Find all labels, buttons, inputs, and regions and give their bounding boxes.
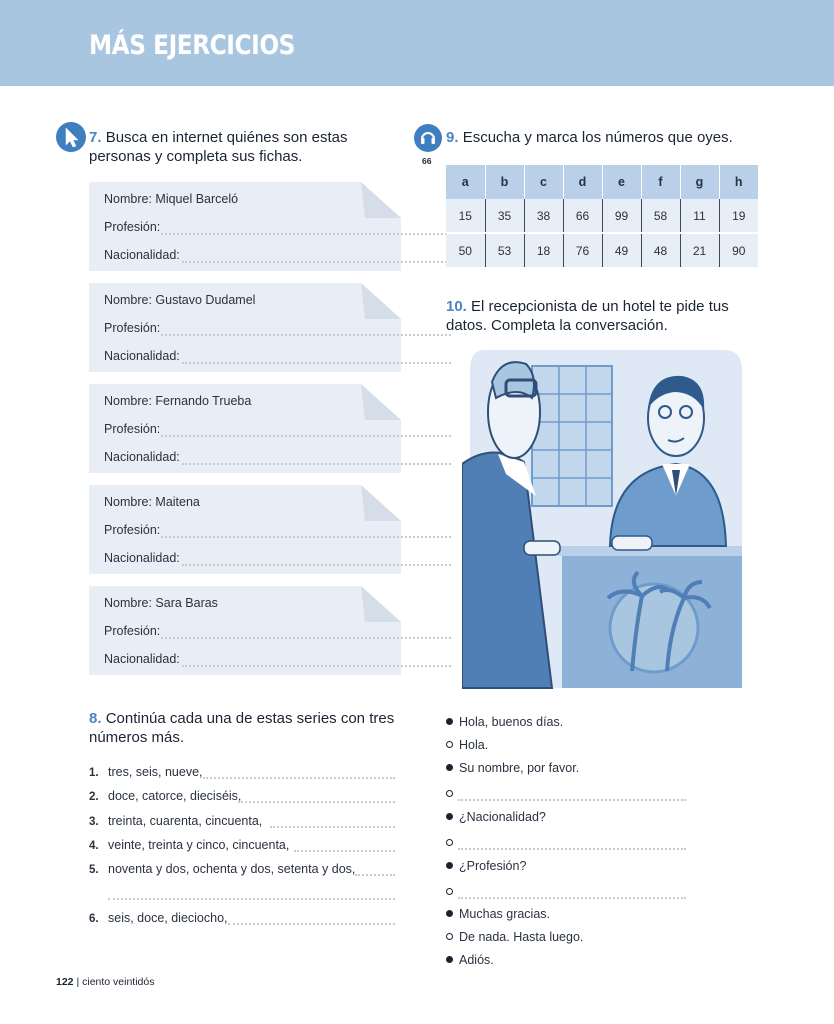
column-header: e [602, 165, 641, 199]
page-fold-icon [361, 182, 401, 218]
series-answer-line-6[interactable] [228, 923, 395, 925]
exercise-10-instruction [446, 297, 806, 335]
column-header: c [524, 165, 563, 199]
page-header [0, 0, 834, 86]
series-item-number: 1. [89, 767, 99, 779]
number-cell[interactable]: 58 [641, 199, 680, 233]
person-card-3 [89, 384, 401, 473]
series-item-text: veinte, treinta y cinco, cincuenta, [108, 838, 290, 852]
number-cell[interactable]: 50 [446, 233, 485, 267]
number-cell[interactable]: 76 [563, 233, 602, 267]
card-profession-label: Profesión: [104, 523, 161, 537]
dialog-line-9 [446, 907, 550, 921]
column-header: g [680, 165, 719, 199]
nationality-answer-line[interactable] [182, 564, 451, 566]
series-item-3 [89, 814, 262, 828]
series-item-text: tres, seis, nueve, [108, 765, 203, 779]
series-item-5 [89, 862, 355, 876]
hotel-reception-illustration [462, 346, 752, 696]
card-name: Nombre: Maitena [104, 495, 200, 509]
number-cell[interactable]: 11 [680, 199, 719, 233]
card-nationality-label: Nacionalidad: [104, 450, 180, 464]
card-nationality-label: Nacionalidad: [104, 551, 180, 565]
series-item-4 [89, 838, 289, 852]
number-cell[interactable]: 90 [719, 233, 758, 267]
profession-answer-line[interactable] [161, 435, 451, 437]
page-fold-icon [361, 283, 401, 319]
dialog-text: Hola. [459, 738, 489, 752]
footer-separator: | [76, 976, 80, 988]
profession-answer-line[interactable] [161, 334, 451, 336]
exercise-7-instruction [89, 128, 409, 166]
table-row [446, 199, 758, 233]
table-header-row [446, 165, 758, 199]
audio-track-number: 66 [422, 156, 432, 166]
cursor-icon [56, 122, 86, 152]
dialog-line-7 [446, 859, 526, 873]
dialog-line-10 [446, 930, 583, 944]
series-answer-line-5a[interactable] [355, 874, 395, 876]
column-header: b [485, 165, 524, 199]
exercise-7-instruction-line2: personas y completa sus fichas. [89, 148, 303, 165]
series-item-6 [89, 911, 228, 925]
nationality-answer-line[interactable] [182, 362, 451, 364]
open-bullet-icon [446, 839, 453, 846]
page-fold-icon [361, 586, 401, 622]
series-answer-line-1[interactable] [203, 777, 395, 779]
card-name: Nombre: Gustavo Dudamel [104, 293, 256, 307]
person-card-1 [89, 182, 401, 271]
nationality-answer-line[interactable] [182, 463, 451, 465]
page-title: MÁS EJERCICIOS [89, 30, 295, 61]
page-fold-icon [361, 485, 401, 521]
exercise-10-number: 10. [446, 298, 467, 315]
filled-bullet-icon [446, 910, 453, 917]
dialog-line-11 [446, 953, 494, 967]
number-cell[interactable]: 99 [602, 199, 641, 233]
number-cell[interactable]: 35 [485, 199, 524, 233]
filled-bullet-icon [446, 956, 453, 963]
exercise-9-instruction [446, 128, 806, 147]
exercise-8-number: 8. [89, 710, 102, 727]
series-answer-line-4[interactable] [294, 850, 395, 852]
exercise-8-instruction [89, 709, 419, 747]
numbers-table [446, 165, 758, 267]
card-profession-label: Profesión: [104, 321, 161, 335]
card-profession-label: Profesión: [104, 624, 161, 638]
card-nationality-label: Nacionalidad: [104, 349, 180, 363]
series-answer-line-3[interactable] [270, 826, 395, 828]
filled-bullet-icon [446, 718, 453, 725]
series-item-text: doce, catorce, dieciséis, [108, 789, 242, 803]
series-answer-line-5b[interactable] [108, 898, 395, 900]
column-header: d [563, 165, 602, 199]
dialog-text: ¿Nacionalidad? [459, 810, 546, 824]
number-cell[interactable]: 18 [524, 233, 563, 267]
nationality-answer-line[interactable] [182, 665, 451, 667]
column-header: a [446, 165, 485, 199]
open-bullet-icon [446, 741, 453, 748]
series-item-number: 5. [89, 864, 99, 876]
profession-answer-line[interactable] [161, 637, 451, 639]
series-item-1 [89, 765, 203, 779]
dialog-text: ¿Profesión? [459, 859, 527, 873]
exercise-8-instruction-line1: Continúa cada una de estas series con tres [105, 710, 395, 727]
dialog-answer-line-profession[interactable] [458, 897, 686, 899]
table-row [446, 233, 758, 267]
card-nationality-label: Nacionalidad: [104, 248, 180, 262]
filled-bullet-icon [446, 764, 453, 771]
exercise-8-instruction-line2: números más. [89, 729, 185, 746]
dialog-line-2 [446, 738, 488, 752]
profession-answer-line[interactable] [161, 536, 451, 538]
person-card-4 [89, 485, 401, 574]
dialog-text: Hola, buenos días. [459, 715, 564, 729]
card-nationality-label: Nacionalidad: [104, 652, 180, 666]
series-item-text: noventa y dos, ochenta y dos, setenta y dos, [108, 862, 356, 876]
series-item-number: 2. [89, 791, 99, 803]
audio-icon[interactable] [414, 124, 442, 152]
dialog-text: Su nombre, por favor. [459, 761, 580, 775]
series-item-number: 3. [89, 816, 99, 828]
exercise-7-instruction-line1: Busca en internet quiénes son estas [105, 129, 348, 146]
dialog-line-3 [446, 761, 579, 775]
series-item-number: 6. [89, 913, 99, 925]
dialog-answer-line-nationality[interactable] [458, 848, 686, 850]
column-header: f [641, 165, 680, 199]
page-fold-icon [361, 384, 401, 420]
exercise-10-instruction-line1: El recepcionista de un hotel te pide tus [471, 298, 729, 315]
open-bullet-icon [446, 790, 453, 797]
card-name: Nombre: Sara Baras [104, 596, 218, 610]
series-item-number: 4. [89, 840, 99, 852]
open-bullet-icon [446, 933, 453, 940]
dialog-line-1 [446, 715, 563, 729]
card-name: Nombre: Miquel Barceló [104, 192, 239, 206]
dialog-line-5 [446, 810, 546, 824]
exercise-10-instruction-line2: datos. Completa la conversación. [446, 317, 668, 334]
card-profession-label: Profesión: [104, 220, 161, 234]
number-cell[interactable]: 15 [446, 199, 485, 233]
card-name: Nombre: Fernando Trueba [104, 394, 252, 408]
profession-answer-line[interactable] [161, 233, 451, 235]
person-card-5 [89, 586, 401, 675]
series-item-text: seis, doce, dieciocho, [108, 911, 228, 925]
dialog-text: De nada. Hasta luego. [459, 930, 584, 944]
card-profession-label: Profesión: [104, 422, 161, 436]
number-cell[interactable]: 48 [641, 233, 680, 267]
exercise-9-instruction-text: Escucha y marca los números que oyes. [462, 129, 733, 146]
series-item-2 [89, 789, 241, 803]
person-card-2 [89, 283, 401, 372]
open-bullet-icon [446, 888, 453, 895]
number-cell[interactable]: 49 [602, 233, 641, 267]
number-cell[interactable]: 21 [680, 233, 719, 267]
number-cell[interactable]: 19 [719, 199, 758, 233]
dialog-text: Adiós. [459, 953, 494, 967]
number-cell[interactable]: 38 [524, 199, 563, 233]
page-number-words: ciento veintidós [82, 976, 155, 988]
exercise-7-number: 7. [89, 129, 102, 146]
filled-bullet-icon [446, 862, 453, 869]
nationality-answer-line[interactable] [182, 261, 451, 263]
dialog-answer-line-name[interactable] [458, 799, 686, 801]
page-footer [56, 976, 155, 988]
series-answer-line-2[interactable] [238, 801, 395, 803]
column-header: h [719, 165, 758, 199]
dialog-text: Muchas gracias. [459, 907, 551, 921]
page-number: 122 [56, 976, 74, 988]
filled-bullet-icon [446, 813, 453, 820]
number-cell[interactable]: 66 [563, 199, 602, 233]
exercise-9-number: 9. [446, 129, 459, 146]
series-item-text: treinta, cuarenta, cincuenta, [108, 814, 263, 828]
number-cell[interactable]: 53 [485, 233, 524, 267]
